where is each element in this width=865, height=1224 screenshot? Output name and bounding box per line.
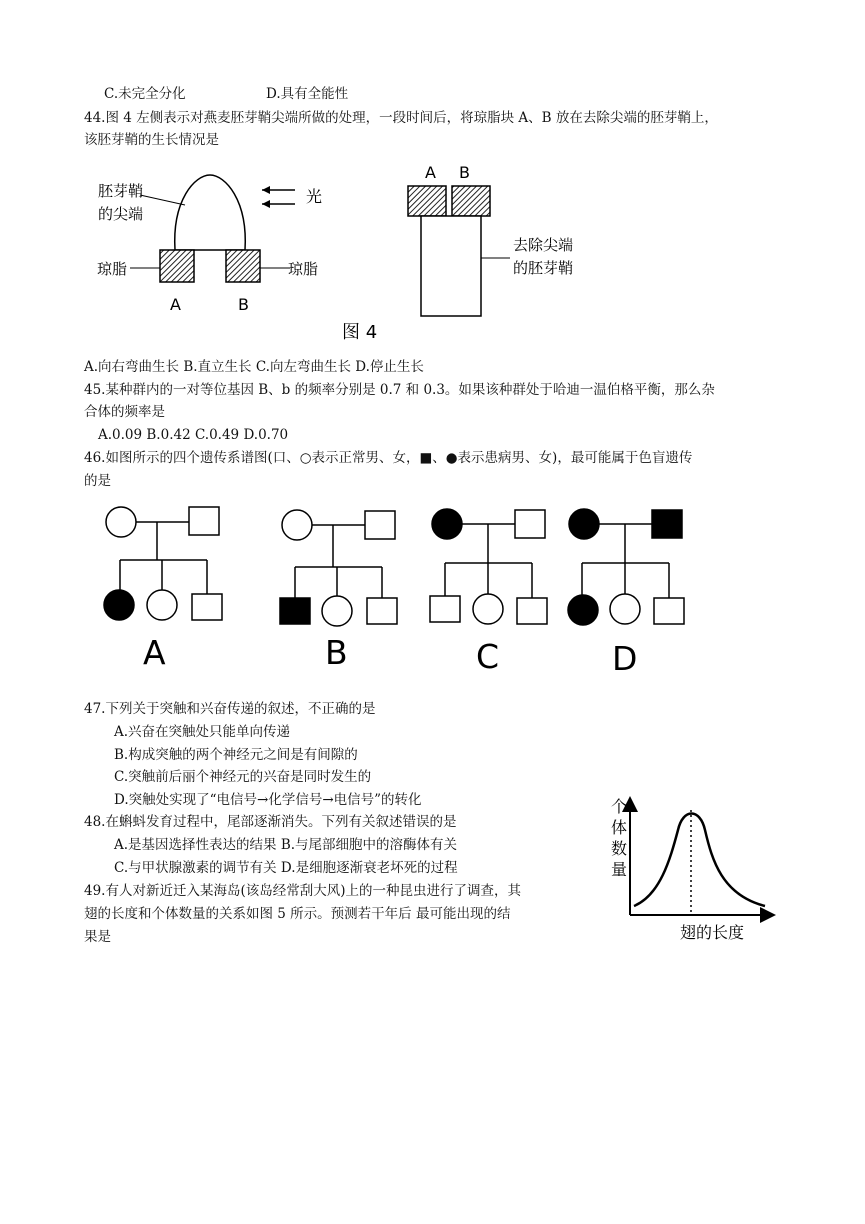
y-label-char-1: 个 [611,797,628,816]
pedigree-a-son [192,594,222,620]
light-label: 光 [306,187,323,206]
pedigree-label-a: A [143,633,166,672]
coleoptile-tip [175,175,246,250]
pedigree-d-affected-daughter [568,595,598,625]
cut-label-1: 去除尖端 [513,236,574,254]
y-label-char-2: 体 [611,818,628,837]
q43-option-c: C.未完全分化 [104,86,186,102]
pedigree-b-son [367,598,397,624]
pedigree-c-father [515,510,545,538]
figure-4-caption: 图 4 [342,322,378,343]
tip-label-2: 的尖端 [98,205,144,223]
q46-stem-line2: 的是 [84,473,111,489]
top-agar-b [452,186,490,216]
q45-stem-line1: 45.某种群内的一对等位基因 B、b 的频率分别是 0.7 和 0.3。如果该种群处于哈迪一温伯格平衡，那么杂 [84,382,715,398]
pedigree-b-father [365,511,395,539]
pedigree-c-daughter [473,594,503,624]
pedigree-d-affected-mother [569,509,599,539]
pedigree-label-b: B [325,633,348,672]
q47-option-c: C.突触前后丽个神经元的兴奋是同时发生的 [114,769,372,785]
q46-stem-line1: 46.如图所示的四个遗传系谱图(口、○表示正常男、女，■、●表示患病男、女)，最可能属于色盲遗传 [84,450,693,466]
agar-label-right: 琼脂 [288,260,319,278]
q44-stem-line2: 该胚芽鞘的生长情况是 [84,132,219,148]
pedigree-figures [90,500,700,680]
pedigree-a-father [189,507,219,535]
agar-label-left: 琼脂 [97,260,128,278]
q44-options: A.向右弯曲生长 B.直立生长 C.向左弯曲生长 D.停止生长 [84,359,424,375]
agar-b-label: B [238,295,249,314]
pedigree-d-son [654,598,684,624]
q45-stem-line2: 合体的频率是 [84,404,165,420]
q47-option-a: A.兴奋在突触处只能单向传递 [114,724,291,740]
agar-block-b [226,250,260,282]
pedigree-b-mother [282,510,312,540]
pedigree-c-affected-mother [432,509,462,539]
q45-options: A.0.09 B.0.42 C.0.49 D.0.70 [98,427,289,443]
q48-options-ab: A.是基因选择性表达的结果 B.与尾部细胞中的溶酶体有关 [114,837,458,853]
pedigree-d-affected-father [652,510,682,538]
y-label-char-3: 数 [611,839,628,858]
q49-stem-line3: 果是 [84,929,111,945]
cut-label-2: 的胚芽鞘 [513,259,574,277]
q47-option-b: B.构成突触的两个神经元之间是有间隙的 [114,747,358,763]
pedigree-a-daughter [147,590,177,620]
pedigree-d-daughter [610,594,640,624]
q48-options-cd: C.与甲状腺激素的调节有关 D.是细胞逐渐衰老坏死的过程 [114,860,458,876]
q47-stem: 47.下列关于突触和兴奋传递的叙述，不正确的是 [84,701,376,717]
q49-stem-line2: 翅的长度和个体数量的关系如图 5 所示。预测若干年后 最可能出现的结 [84,906,511,922]
figure-5-wing-length-curve [600,790,780,948]
figure-4-coleoptile [90,155,610,350]
pedigree-label-d: D [612,639,638,678]
q47-option-d: D.突触处实现了“电信号→化学信号→电信号”的转化 [114,792,422,808]
agar-a-label: A [170,295,181,314]
q48-stem: 48.在蝌蚪发育过程中，尾部逐渐消失。下列有关叙述错误的是 [84,814,457,830]
y-label-char-4: 量 [611,860,628,879]
top-agar-a [408,186,446,216]
distribution-curve [634,814,765,907]
q49-stem-line1: 49.有人对新近迁入某海岛(该岛经常刮大风)上的一种昆虫进行了调查，其 [84,883,522,899]
agar-block-a [160,250,194,282]
pedigree-c-son-2 [517,598,547,624]
x-axis-label: 翅的长度 [680,923,745,942]
light-arrow-icon [262,186,270,194]
pedigree-label-c: C [476,637,500,676]
q43-option-d: D.具有全能性 [266,86,349,102]
pedigree-a-mother [106,507,136,537]
light-arrow-icon [262,200,270,208]
pedigree-a-affected-daughter [104,590,134,620]
top-block-a-label: A [425,163,436,182]
decapitated-coleoptile [421,216,481,316]
tip-label-1: 胚芽鞘 [98,182,144,200]
q44-stem-line1: 44.图 4 左侧表示对燕麦胚芽鞘尖端所做的处理，一段时间后，将琼脂块 A、B 放在去除尖端的胚芽鞘上， [84,110,718,126]
top-block-b-label: B [459,163,470,182]
pedigree-b-affected-son [280,598,310,624]
pedigree-c-son-1 [430,596,460,622]
pedigree-b-daughter [322,596,352,626]
